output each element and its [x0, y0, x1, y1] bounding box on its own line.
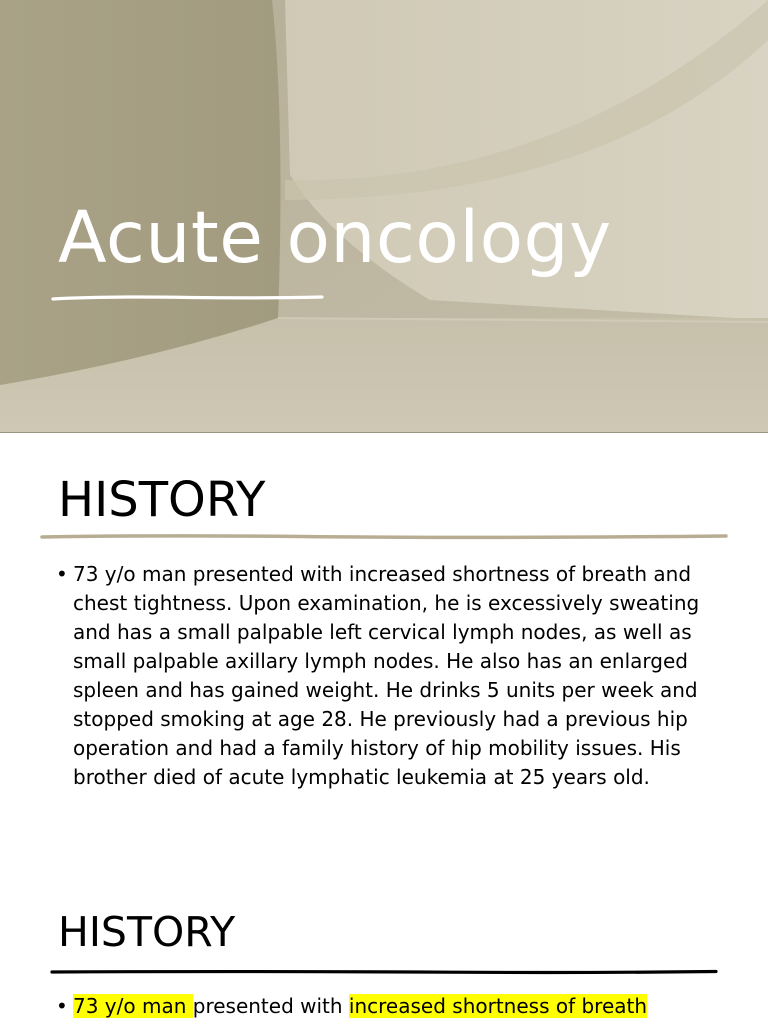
history-divider — [40, 532, 730, 542]
history-bullet-list — [56, 560, 716, 792]
plain-text-segment: presented with — [192, 994, 349, 1018]
title-slide — [0, 0, 768, 433]
history-slide — [0, 433, 768, 873]
history-highlight-bullet-item — [56, 992, 736, 1021]
history-highlight-slide — [0, 874, 768, 1024]
highlighted-symptom: increased shortness of breath — [348, 994, 648, 1018]
title-underline — [50, 291, 326, 305]
bullet-marker: • — [56, 562, 68, 586]
slide-title: Acute oncology — [58, 196, 612, 279]
history-highlight-bullet-list — [56, 992, 736, 1021]
bullet-marker: • — [56, 994, 68, 1018]
history-bullet-item — [56, 560, 716, 792]
history-bullet-text: 73 y/o man presented with increased shortness of breath and chest tightness. Upon examination, he is excessively sweating and has a small palpable left cervical lymph nodes, as well as small palpable axillary lymph nodes. He also has an enlarged spleen and has gained weight. He drinks 5 units per week and stopped smoking at age 28. He previously had a previous hip operation and had a family history of hip mobility issues. His brother died of acute lymphatic leukemia at 25 years old. — [73, 562, 700, 789]
history-heading: HISTORY — [58, 472, 266, 528]
history-highlight-divider — [50, 968, 720, 976]
history-highlight-heading: HISTORY — [58, 908, 236, 956]
highlighted-age-sex: 73 y/o man — [73, 994, 193, 1018]
